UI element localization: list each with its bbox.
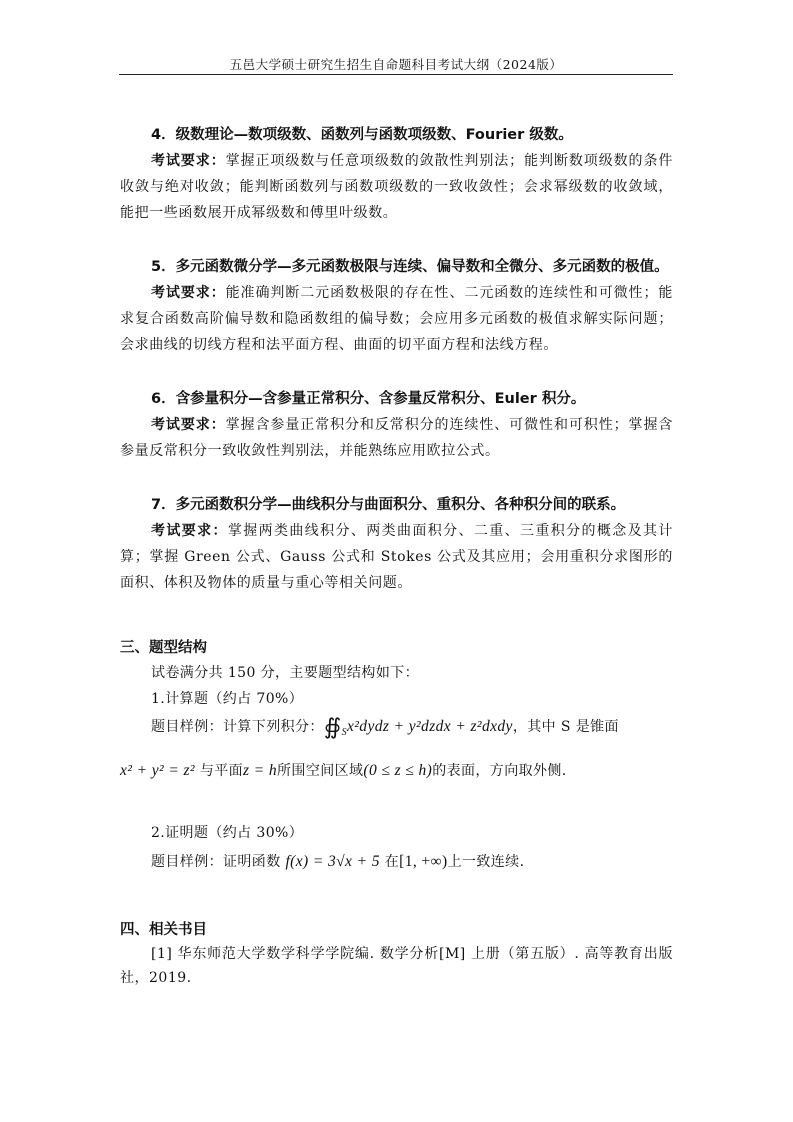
references — [120, 918, 673, 990]
structure-heading: 三、题型结构 — [120, 640, 207, 656]
requirement-label: 考试要求： — [151, 523, 228, 539]
section-series — [120, 122, 673, 226]
interval-formula: [1, +∞) — [399, 852, 448, 870]
sample-text: 上一致连续. — [447, 853, 525, 870]
calc-question-sample — [120, 712, 673, 748]
sample-text: 与平面 — [199, 762, 244, 779]
reference-item: [1] 华东师范大学数学科学学院编. 数学分析[M] 上册（第五版）. 高等教育出版社，2019. — [120, 945, 673, 986]
exam-requirement — [120, 518, 673, 596]
sample-text: 在 — [384, 853, 400, 870]
requirement-text: 掌握含参量正常积分和反常积分的连续性、可微性和可积性；掌握含参量反常积分一致收敛性判别法，并能熟练应用欧拉公式。 — [120, 417, 674, 459]
requirement-label: 考试要求： — [151, 153, 226, 169]
sample-prefix: 题目样例：证明函数 — [151, 853, 281, 870]
function-formula: f(x) = 3√x + 5 — [285, 852, 380, 870]
sample-suffix: ，其中 S 是锥面 — [512, 719, 619, 735]
proof-question-title: 2.证明题（约占 30%） — [151, 824, 304, 841]
section-multivariable-integral — [120, 492, 673, 596]
sample-text: 的表面，方向取外侧. — [432, 762, 567, 779]
exam-requirement — [120, 280, 673, 358]
region-formula: (0 ≤ z ≤ h) — [363, 761, 433, 779]
section-parametric-integrals — [120, 386, 673, 464]
sample-text: 所围空间区域 — [277, 762, 364, 779]
section-title: 7．多元函数积分学—曲线积分与曲面积分、重积分、各种积分间的联系。 — [151, 497, 626, 513]
section-title: 4．级数理论—数项级数、函数列与函数项级数、Fourier 级数。 — [151, 127, 573, 143]
exam-requirement — [120, 148, 673, 226]
section-title: 5．多元函数微分学—多元函数极限与连续、偏导数和全微分、多元函数的极值。 — [151, 259, 669, 275]
requirement-text: 掌握两类曲线积分、两类曲面积分、二重、三重积分的概念及其计算；掌握 Green 公式、Gauss 公式和 Stokes 公式及其应用；会用重积分求图形的面积、体积及物体的质量与重心等相关问题。 — [120, 523, 674, 591]
requirement-label: 考试要求： — [151, 417, 226, 433]
requirement-text: 掌握正项级数与任意项级数的敛散性判别法；能判断数项级数的条件收敛与绝对收敛；能判断函数列与函数项级数的一致收敛性；会求幂级数的收敛域，能把一些函数展开成幂级数和傅里叶级数。 — [120, 153, 674, 221]
structure-intro: 试卷满分共 150 分，主要题型结构如下： — [151, 665, 420, 681]
integral-subscript: S — [341, 726, 347, 738]
surface-integral-sign: ∯ — [323, 715, 342, 740]
question-structure — [120, 636, 673, 878]
header-rule — [119, 74, 673, 75]
section-multivariable-differential — [120, 254, 673, 358]
integrand-formula: x²dydz + y²dzdx + z²dxdy — [346, 718, 513, 735]
references-heading: 四、相关书目 — [120, 921, 207, 938]
cone-formula: x² + y² = z² — [120, 761, 195, 779]
requirement-text: 能准确判断二元函数极限的存在性、二元函数的连续性和可微性；能求复合函数高阶偏导数和隐函数组的偏导数；会应用多元函数的极值求解实际问题；会求曲线的切线方程和法平面方程、曲面的切平面方程和法线方程。 — [120, 285, 674, 353]
exam-requirement — [120, 412, 673, 464]
requirement-label: 考试要求： — [151, 285, 226, 301]
calc-question-sample-cont — [120, 756, 673, 786]
document-body — [120, 122, 673, 990]
page-header: 五邑大学硕士研究生招生自命题科目考试大纲（2024版） — [229, 57, 563, 72]
sample-prefix: 题目样例：计算下列积分： — [151, 719, 324, 735]
plane-formula: z = h — [243, 761, 278, 779]
proof-question-sample — [120, 846, 673, 878]
section-title: 6．含参量积分—含参量正常积分、含参量反常积分、Euler 积分。 — [151, 391, 586, 407]
calc-question-title: 1.计算题（约占 70%） — [151, 691, 304, 707]
